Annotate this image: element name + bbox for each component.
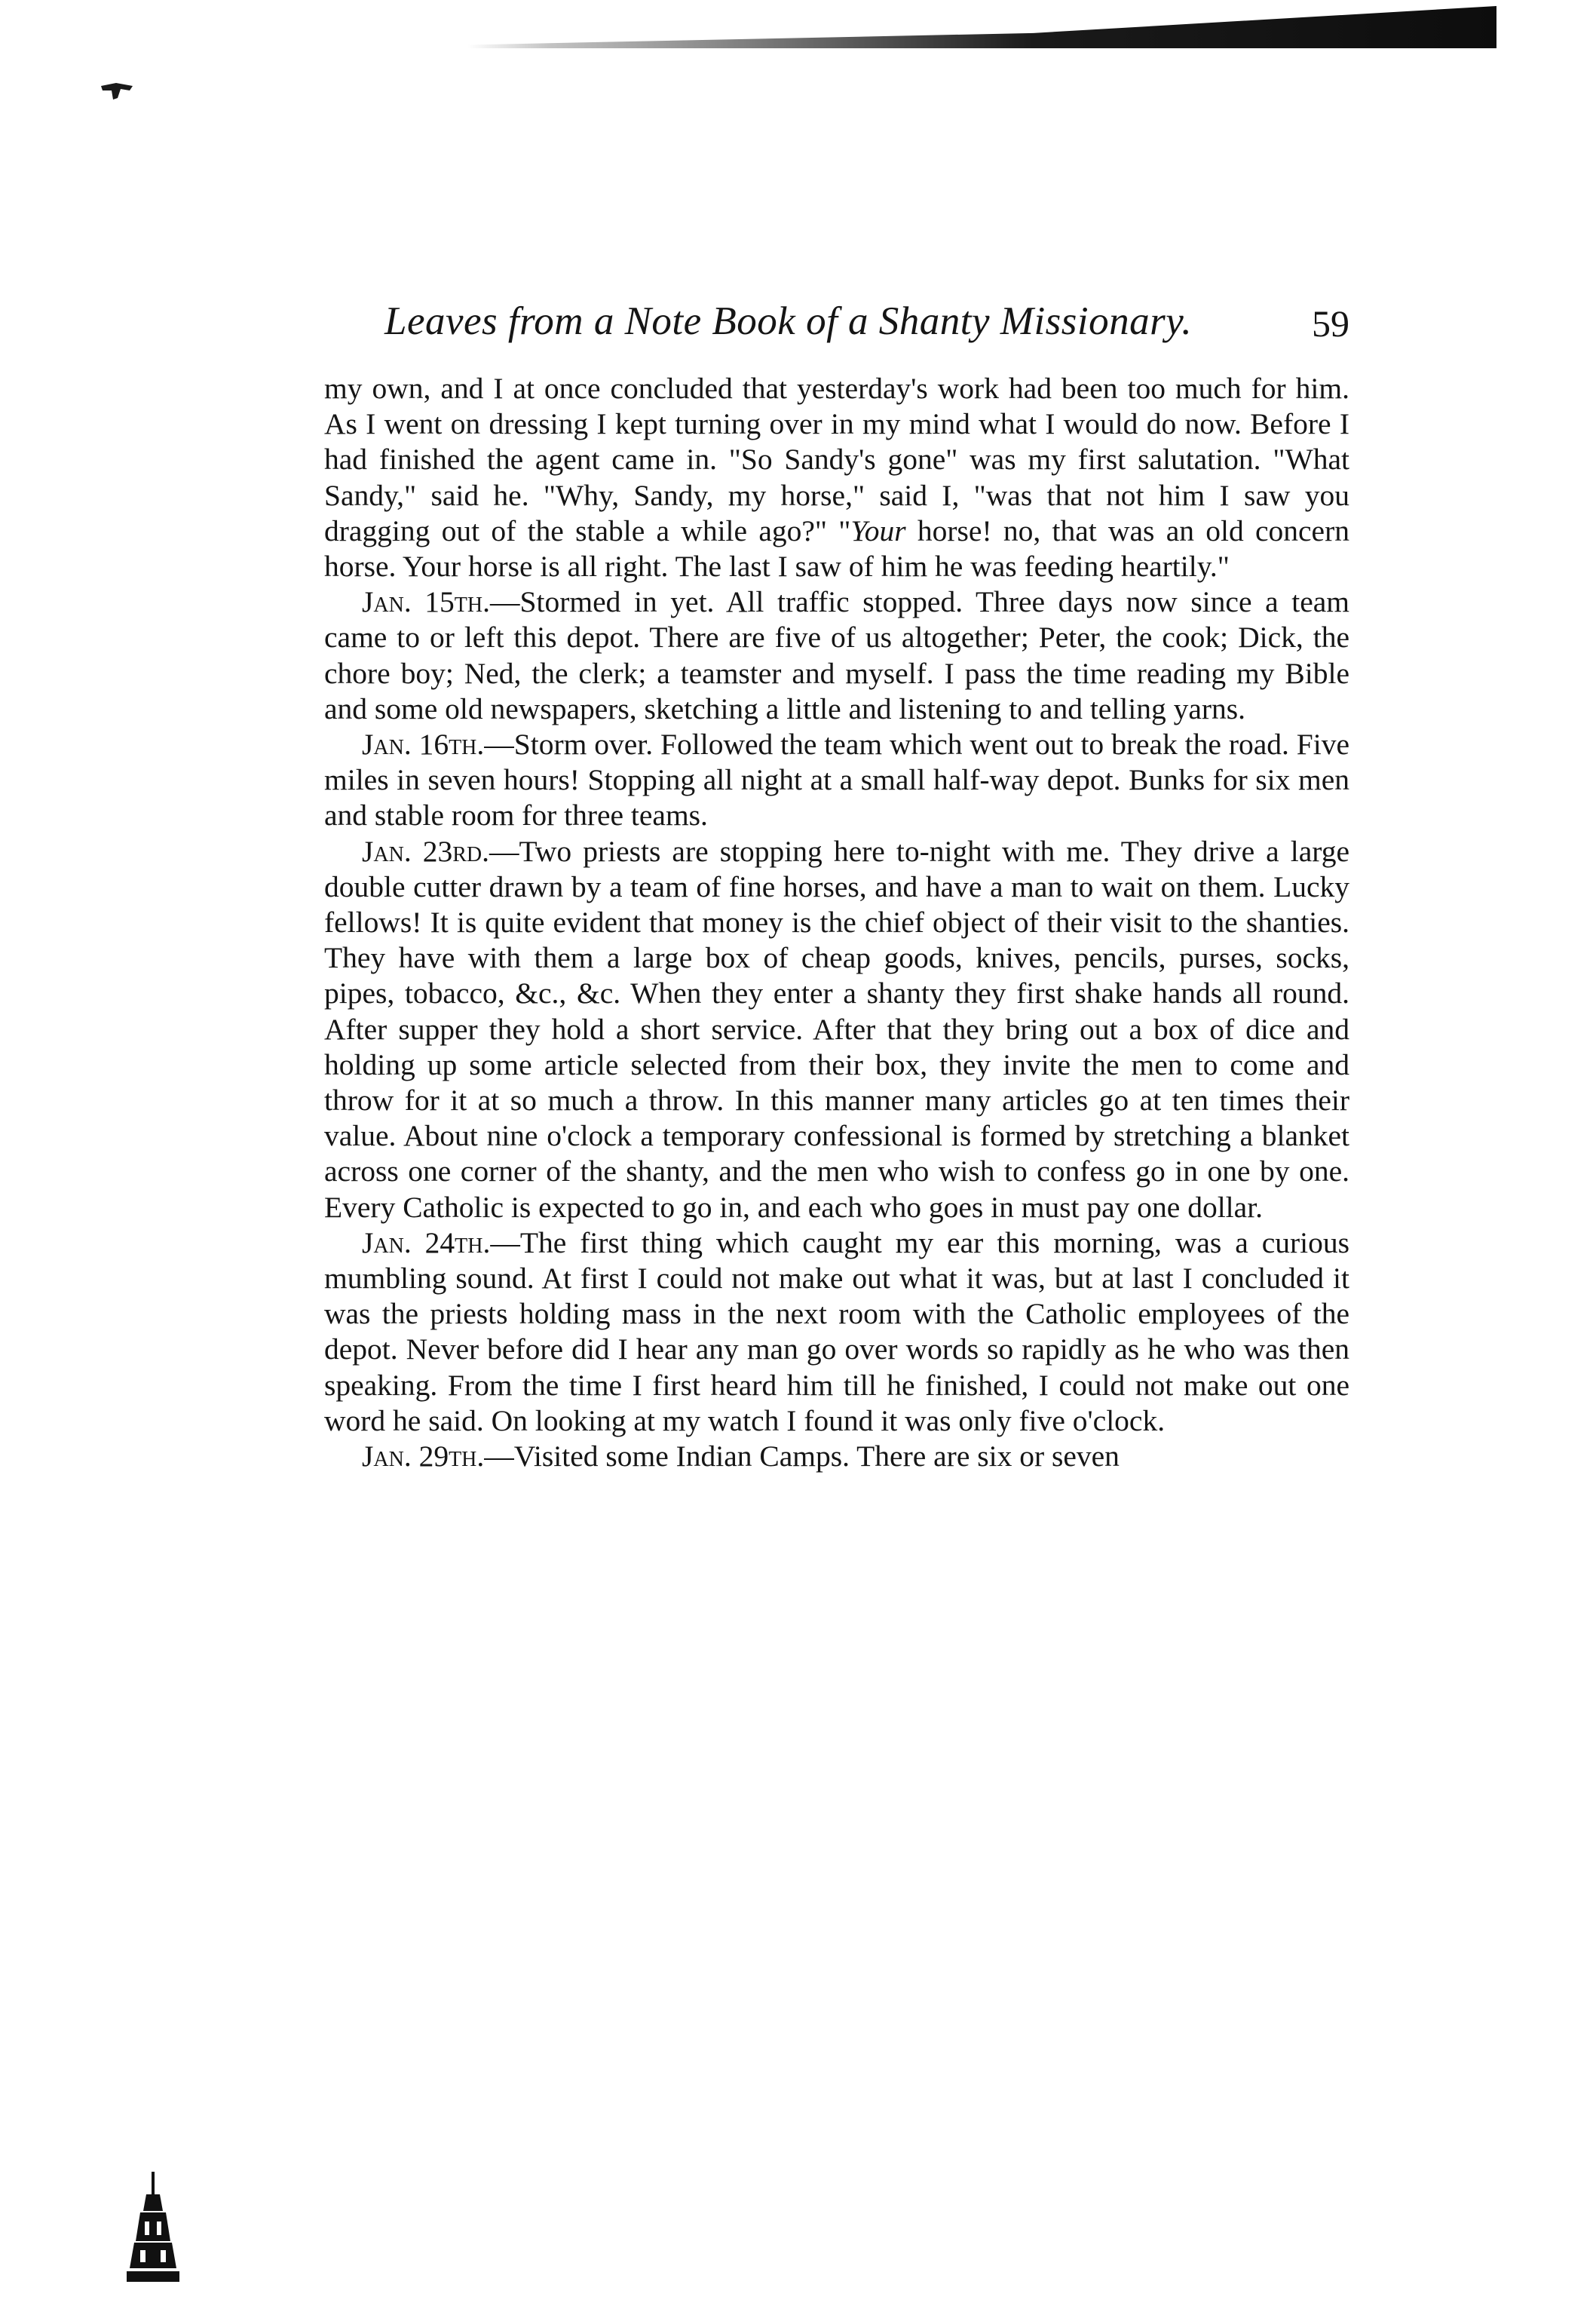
italic-word: Your	[850, 514, 906, 547]
entry-date: Jan. 16th.	[362, 728, 485, 762]
entry-date: Jan. 24th.	[362, 1225, 491, 1259]
library-stamp-icon	[127, 2172, 179, 2285]
running-header	[384, 299, 1349, 359]
top-edge-rule	[467, 6, 1496, 48]
page-number: 59	[1312, 302, 1349, 345]
diary-entry	[324, 727, 1349, 834]
entry-text: —Visited some Indian Camps. There are six or seven	[484, 1440, 1120, 1473]
entry-date: Jan. 29th.	[362, 1440, 485, 1473]
diary-entry	[324, 834, 1349, 1225]
body-text	[324, 371, 1349, 1474]
diary-entry	[324, 1439, 1349, 1474]
paragraph-continued	[324, 371, 1349, 584]
diary-entry	[324, 584, 1349, 727]
diary-entry	[324, 1225, 1349, 1439]
entry-text: —Two priests are stopping here to-night with me. They drive a large double cutter drawn by a team of fine horses, and have a man to wait on them. Lucky fellows! It is quite evident that money is the chief object of their visit to the shanties. They have with them a large box of cheap goods, knives, pencils, purses, socks, pipes, tobacco, &c., &c. When they enter a shanty they first shake hands all round. After supper they hold a short service. After that they bring out a box of dice and holding up some article selected from their box, they invite the men to come and throw for it at so much a throw. In this manner many articles go at ten times their value. About nine o'clock a temporary confessional is formed by stretching a blanket across one corner of the shanty, and the men who wish to confess go in one by one. Every Catholic is expected to go in, and each who goes in must pay one dollar.	[324, 834, 1349, 1224]
corner-speck	[100, 81, 134, 103]
text-segment: my own, and I at once concluded that yesterday's work had been too much for him. As I went on dressing I kept turning over in my mind what I would do now. Before I had finished the agent came in. "So Sandy's gone" was my first salutation. "What Sandy," said he. "Why, Sandy, my horse," said I, "was that not him I saw you dragging out of the stable a while ago?" "	[324, 372, 1349, 547]
entry-text: —Storm over. Followed the team which went out to break the road. Five miles in seven hours! Stopping all night at a small half-way depot. Bunks for six men and stable room for three teams.	[324, 728, 1350, 832]
entry-date: Jan. 23rd.	[362, 834, 490, 868]
text-segment: horse! no, that was an old concern horse. Your horse is all right. The last I saw of him he was feeding heartily."	[324, 514, 1349, 584]
entry-text: —The first thing which caught my ear this morning, was a curious mumbling sound. At first I could not make out what it was, but at last I concluded it was the priests holding mass in the next room with the Catholic employees of the depot. Never before did I hear any man go over words so rapidly as he who was then speaking. From the time I first heard him till he finished, I could not make out one word he said. On looking at my watch I found it was only five o'clock.	[324, 1225, 1350, 1437]
running-title: Leaves from a Note Book of a Shanty Missionary.	[384, 299, 1193, 343]
entry-text: —Stormed in yet. All traffic stopped. Three days now since a team came to or left this depot. There are five of us altogether; Peter, the cook; Dick, the chore boy; Ned, the clerk; a teamster and myself. I pass the time reading my Bible and some old newspapers, sketching a little and listening to and telling yarns.	[324, 585, 1349, 725]
entry-date: Jan. 15th.	[362, 585, 490, 619]
